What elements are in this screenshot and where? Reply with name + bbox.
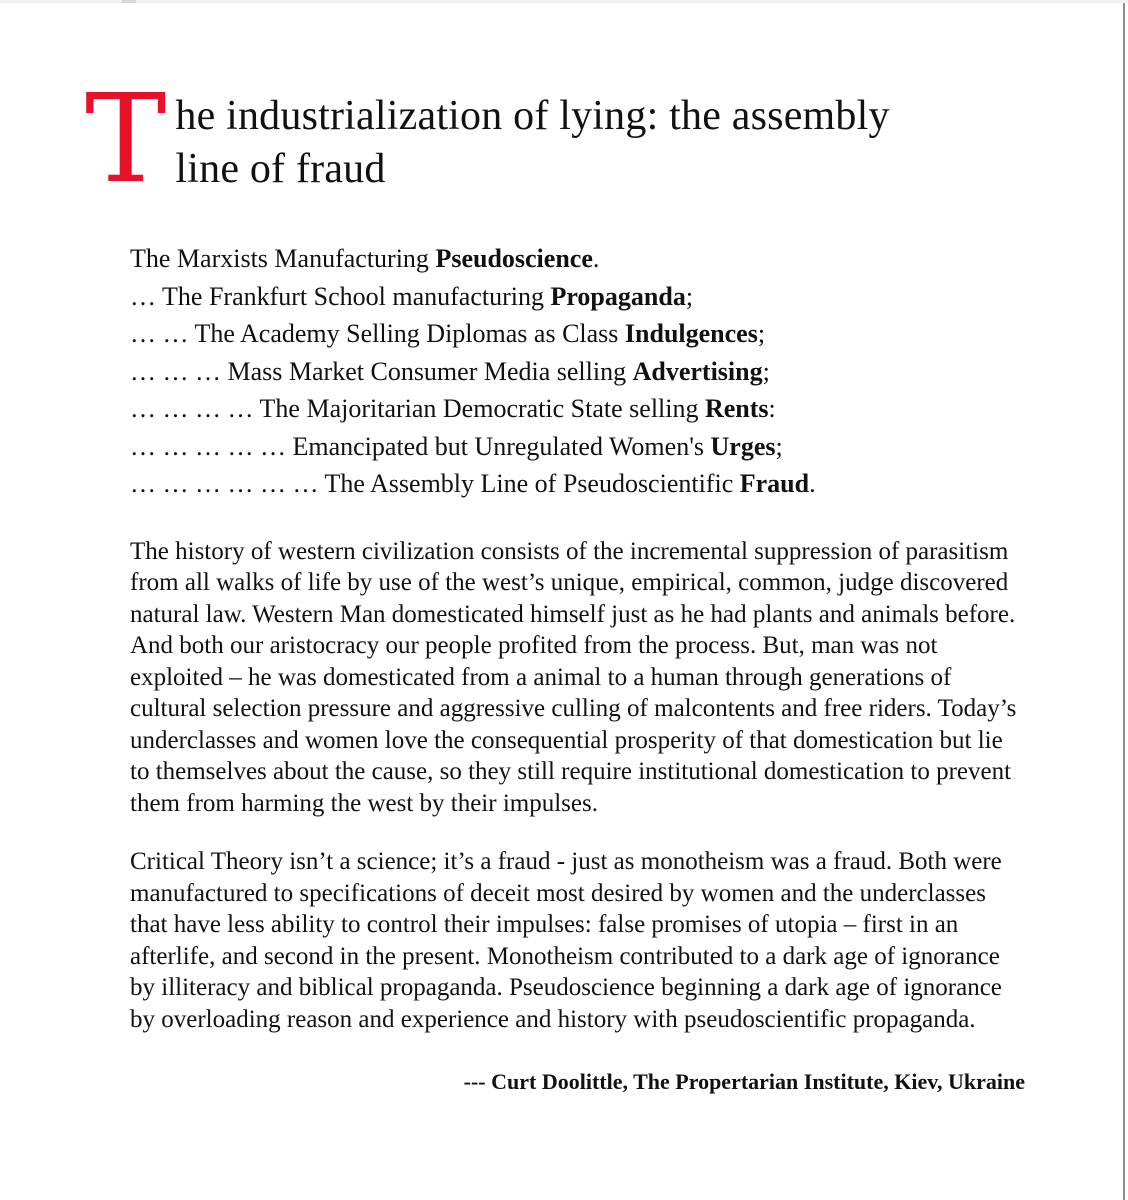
ladder-list [130, 240, 1025, 503]
ladder-line [130, 278, 1025, 316]
title-line-2: line of fraud [175, 146, 386, 192]
ladder-tail: . [809, 469, 816, 498]
ladder-bold: Fraud [739, 469, 810, 498]
ladder-bold: Advertising [632, 356, 763, 386]
ladder-lead: … … … … … … The Assembly Line of Pseudoscientific [130, 469, 740, 498]
ladder-lead: … … … … The Majoritarian Democratic State selling [130, 394, 705, 423]
ladder-tail: ; [775, 431, 783, 461]
ladder-line [130, 390, 1025, 428]
ladder-lead: The Marxists Manufacturing [130, 244, 436, 273]
ladder-tail: ; [685, 281, 694, 311]
attribution-line: --- Curt Doolittle, The Propertarian Institute, Kiev, Ukraine [463, 1069, 1025, 1094]
document-content [85, 0, 1025, 1096]
ladder-lead: … … The Academy Selling Diplomas as Class [130, 319, 625, 348]
ladder-line [130, 465, 1025, 503]
ladder-bold: Propaganda [550, 281, 686, 311]
ladder-line [130, 428, 1025, 466]
ladder-bold: Urges [710, 431, 776, 461]
ladder-bold: Pseudoscience [435, 244, 593, 273]
drop-cap-letter: T [85, 68, 167, 210]
ladder-lead: … … … Mass Market Consumer Media selling [130, 356, 633, 386]
ladder-line [130, 353, 1025, 391]
ladder-line [130, 315, 1025, 353]
ladder-tail: . [592, 244, 600, 273]
right-edge-border [1123, 3, 1125, 1200]
ladder-bold: Rents [704, 394, 769, 423]
ladder-tail: ; [757, 319, 766, 348]
body-paragraph-2: Critical Theory isn’t a science; it’s a fraud - just as monotheism was a fraud. Both were manufactured to specifications of deceit most desired by women and the underclasses that have less ability to control their impulses: false promises of utopia – first in an afterlife, and second in the present. Monotheism contributed to a dark age of ignorance by illiteracy and biblical propaganda. Pseudoscience beginning a dark age of ignorance by overloading reason and experience and history with pseudoscientific propaganda. [130, 848, 1002, 1033]
body-paragraph-1: The history of western civilization consists of the incremental suppression of parasitism from all walks of life by use of the west’s unique, empirical, common, judge discovered natural law. Western Man domesticated himself just as he had plants and animals before. And both our aristocracy our people profited from the process. But, man was not exploited – he was domesticated from a animal to a human through generations of cultural selection pressure and aggressive culling of malcontents and free riders. Today’s underclasses and women love the consequential prosperity of that domestication but lie to themselves about the cause, so they still require institutional domestication to prevent them from harming the west by their impulses. [130, 537, 1017, 817]
ladder-tail: ; [762, 356, 770, 386]
article-title [85, 68, 1025, 210]
ladder-lead: … The Frankfurt School manufacturing [130, 281, 551, 311]
ladder-lead: … … … … … Emancipated but Unregulated Women's [130, 431, 711, 461]
ladder-tail: : [768, 394, 776, 423]
ladder-line [130, 240, 1025, 278]
title-text [175, 90, 889, 196]
ladder-bold: Indulgences [624, 319, 758, 348]
title-line-1: he industrialization of lying: the assembly [175, 93, 890, 139]
